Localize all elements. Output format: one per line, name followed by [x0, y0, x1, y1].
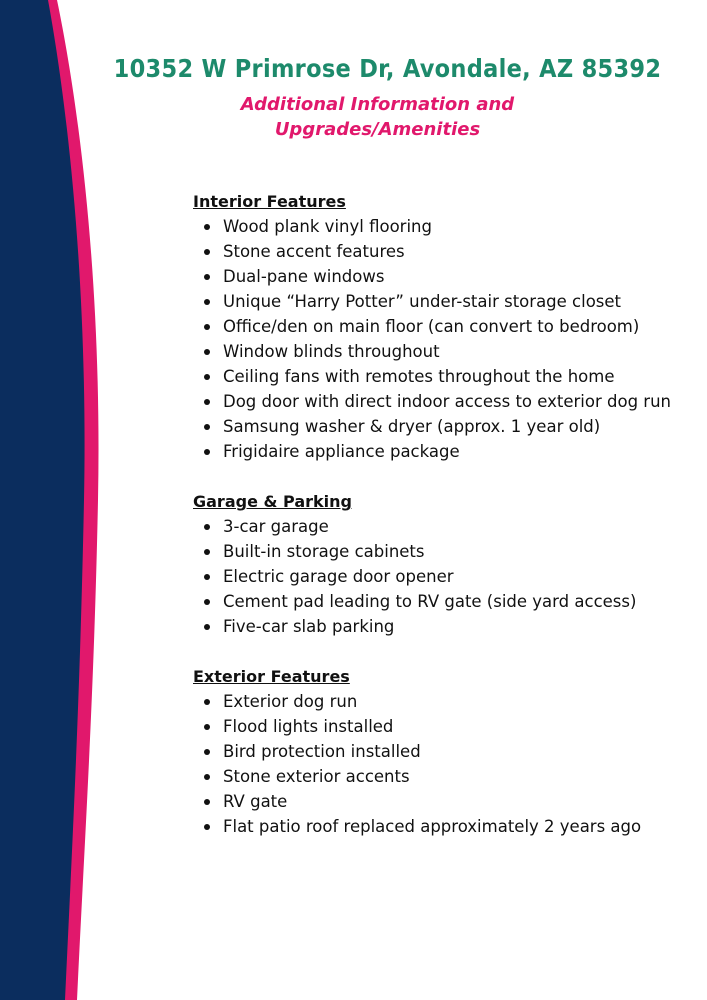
- list-item: Bird protection installed: [223, 739, 673, 764]
- features-content: [193, 189, 673, 864]
- list-item: Frigidaire appliance package: [223, 439, 673, 464]
- exterior-features-section: [193, 664, 673, 839]
- list-item: Five-car slab parking: [223, 614, 673, 639]
- list-item: Unique “Harry Potter” under-stair storage closet: [223, 289, 673, 314]
- list-item: RV gate: [223, 789, 673, 814]
- list-item: Electric garage door opener: [223, 564, 673, 589]
- list-item: Stone exterior accents: [223, 764, 673, 789]
- property-address-title: 10352 W Primrose Dr, Avondale, AZ 85392: [113, 54, 662, 83]
- section-heading-interior: Interior Features: [193, 192, 346, 211]
- section-heading-exterior: Exterior Features: [193, 667, 350, 686]
- list-item: Window blinds throughout: [223, 339, 673, 364]
- list-item: Cement pad leading to RV gate (side yard access): [223, 589, 673, 614]
- list-item: Samsung washer & dryer (approx. 1 year old): [223, 414, 673, 439]
- list-item: 3-car garage: [223, 514, 673, 539]
- list-item: Built-in storage cabinets: [223, 539, 673, 564]
- list-item: Wood plank vinyl flooring: [223, 214, 673, 239]
- list-item: Flat patio roof replaced approximately 2 years ago: [223, 814, 673, 839]
- interior-features-section: [193, 189, 673, 464]
- garage-parking-section: [193, 489, 673, 639]
- list-item: Dual-pane windows: [223, 264, 673, 289]
- section-heading-garage: Garage & Parking: [193, 492, 352, 511]
- garage-parking-list: [193, 514, 673, 639]
- list-item: Dog door with direct indoor access to exterior dog run: [223, 389, 673, 414]
- page-subtitle: Additional Information and Upgrades/Amenities: [240, 94, 515, 140]
- list-item: Stone accent features: [223, 239, 673, 264]
- list-item: Ceiling fans with remotes throughout the home: [223, 364, 673, 389]
- interior-features-list: [193, 214, 673, 464]
- exterior-features-list: [193, 689, 673, 839]
- list-item: Exterior dog run: [223, 689, 673, 714]
- list-item: Flood lights installed: [223, 714, 673, 739]
- list-item: Office/den on main floor (can convert to bedroom): [223, 314, 673, 339]
- decorative-wave-border: [0, 0, 110, 1000]
